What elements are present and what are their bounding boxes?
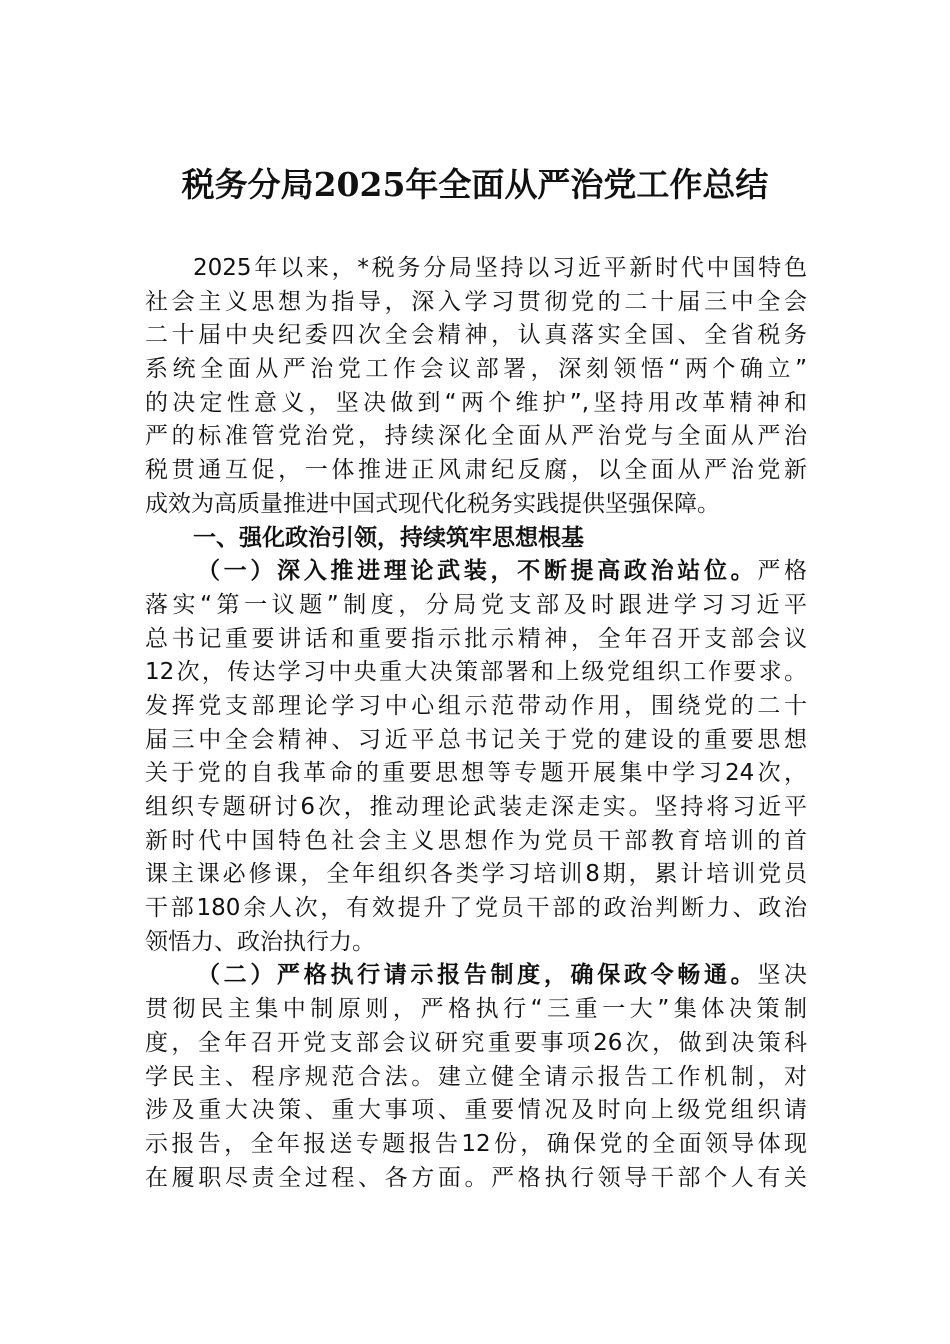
text-line: 关于党的自我革命的重要思想等专题开展集中学习24次， <box>145 760 807 787</box>
text-line: 系统全面从严治党工作会议部署，深刻领悟“两个确立” <box>145 356 807 383</box>
text-line: 2025年以来，*税务分局坚持以习近平新时代中国特色 <box>193 255 807 281</box>
intro-paragraph <box>145 252 807 522</box>
document-title: 税务分局2025年全面从严治党工作总结 <box>181 165 769 204</box>
text-line: 成效为高质量推进中国式现代化税务实践提供坚强保障。 <box>145 490 720 517</box>
text-line: 社会主义思想为指导，深入学习贯彻党的二十届三中全会 <box>145 288 807 315</box>
text-line: 落实“第一议题”制度，分局党支部及时跟进学习习近平 <box>145 591 807 618</box>
document-body <box>145 252 807 1195</box>
text-line: 发挥党支部理论学习中心组示范带动作用，围绕党的二十 <box>145 692 807 719</box>
text-line <box>145 959 807 993</box>
text-line: 新时代中国特色社会主义思想作为党员干部教育培训的首 <box>145 827 807 854</box>
text-line: 度，全年召开党支部会议研究重要事项26次，做到决策科 <box>145 1029 807 1056</box>
text-line: 领悟力、政治执行力。 <box>145 928 375 955</box>
subsection-heading-1: （一）深入推进理论武装，不断提高政治站位。 <box>197 558 758 585</box>
text-line: 届三中全会精神、习近平总书记关于党的建设的重要思想 <box>145 726 807 753</box>
text-line: 严的标准管党治党，持续深化全面从严治党与全面从严治 <box>145 423 807 450</box>
text-line: 干部180余人次，有效提升了党员干部的政治判断力、政治 <box>145 895 807 922</box>
text-line: 学民主、程序规范合法。建立健全请示报告工作机制，对 <box>145 1063 807 1090</box>
subsection-1-paragraph <box>145 555 807 959</box>
text-line: 课主课必修课，全年组织各类学习培训8期，累计培训党员 <box>145 861 807 888</box>
text-line <box>145 555 807 589</box>
text-line: 涉及重大决策、重大事项、重要情况及时向上级党组织请 <box>145 1097 807 1124</box>
text-fragment: 坚决 <box>757 962 808 989</box>
section-heading-1: 一、强化政治引领，持续筑牢思想根基 <box>193 524 584 551</box>
text-line: 在履职尽责全过程、各方面。严格执行领导干部个人有关 <box>145 1164 807 1191</box>
text-line: 二十届中央纪委四次全会精神，认真落实全国、全省税务 <box>145 322 807 349</box>
text-line: 组织专题研讨6次，推动理论武装走深走实。坚持将习近平 <box>145 794 807 820</box>
text-line: 税贯通互促，一体推进正风肃纪反腐，以全面从严治党新 <box>145 457 807 484</box>
text-fragment: 严格 <box>757 558 808 585</box>
subsection-2-paragraph <box>145 959 807 1195</box>
text-line: 贯彻民主集中制原则，严格执行“三重一大”集体决策制 <box>145 996 807 1023</box>
text-line: 的决定性意义，坚决做到“两个维护”,坚持用改革精神和 <box>145 389 807 416</box>
text-line: 12次，传达学习中央重大决策部署和上级党组织工作要求。 <box>145 659 807 686</box>
text-line: 总书记重要讲话和重要指示批示精神，全年召开支部会议 <box>145 625 807 652</box>
text-line: 示报告，全年报送专题报告12份，确保党的全面领导体现 <box>145 1130 807 1157</box>
subsection-heading-2: （二）严格执行请示报告制度，确保政令畅通。 <box>197 962 758 989</box>
